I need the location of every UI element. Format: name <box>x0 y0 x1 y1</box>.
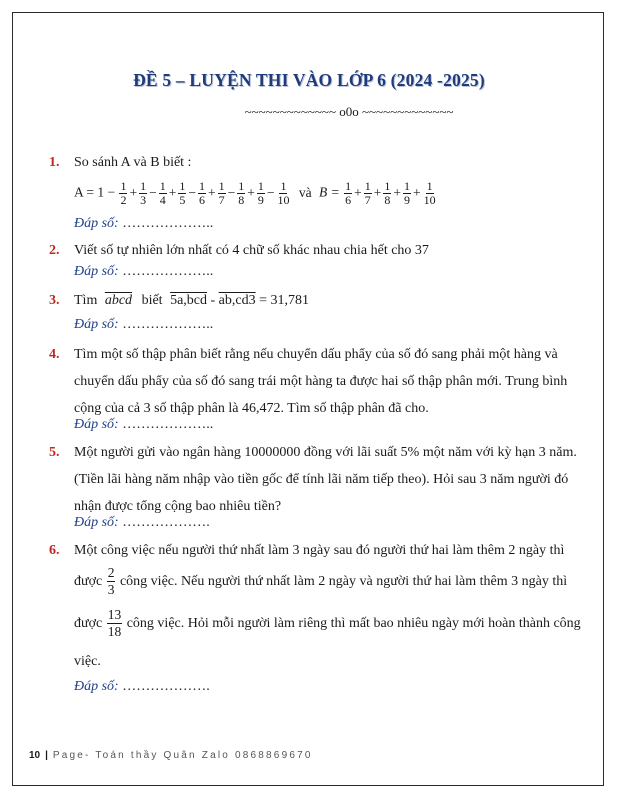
question-6-line3 <box>74 607 594 641</box>
formula-operator: + <box>168 184 177 200</box>
fraction-denominator: 4 <box>159 193 166 207</box>
fraction-denominator: 7 <box>364 193 371 207</box>
fraction-denominator: 5 <box>179 193 186 207</box>
formula-fraction <box>344 180 352 207</box>
formula-operator: + <box>373 184 382 200</box>
q3-minus: - <box>210 293 216 308</box>
formula-fraction <box>276 180 290 207</box>
formula-a-terms <box>118 179 291 207</box>
answer-line-5 <box>74 515 210 531</box>
question-4 <box>49 341 592 422</box>
question-6-line2 <box>74 565 594 599</box>
question-number: 1. <box>49 155 60 170</box>
fraction-2-3 <box>107 565 116 598</box>
formula-operator: + <box>247 184 255 200</box>
fraction-denominator: 9 <box>403 193 410 207</box>
fraction-13-18 <box>107 607 123 640</box>
q6-line3-post: công việc. Hỏi mỗi người làm riêng thì mất bao nhiêu ngày mới hoàn thành công <box>126 616 581 631</box>
question-6 <box>49 537 592 564</box>
answer-blank: ……………….. <box>122 417 214 432</box>
formula-and: và <box>298 184 312 200</box>
formula-operator: − <box>188 184 196 200</box>
question-3 <box>49 287 592 314</box>
question-5 <box>49 439 592 520</box>
fraction-numerator: 1 <box>179 179 186 193</box>
q3-expr1: 5a,bcd <box>170 293 207 308</box>
fraction-numerator: 1 <box>120 179 127 193</box>
formula-operator: + <box>207 184 216 200</box>
question-1 <box>49 149 592 176</box>
fraction-denominator: 2 <box>120 193 127 207</box>
footer-text: Page- Toán thầy Quân Zalo 0868869670 <box>52 750 313 761</box>
answer-line-6 <box>74 679 210 695</box>
fraction-numerator: 1 <box>159 179 166 193</box>
q3-expr2: ab,cd3 <box>218 293 256 308</box>
fraction-numerator: 1 <box>257 179 264 193</box>
formula-operator: − <box>149 184 157 200</box>
q6-line2-post: công việc. Nếu người thứ nhất làm 2 ngày và người thứ hai làm thêm 3 ngày thì <box>119 574 568 589</box>
answer-blank: ……………….. <box>122 317 214 332</box>
formula-operator: + <box>129 184 138 200</box>
fraction-numerator: 1 <box>345 179 352 193</box>
question-number: 6. <box>49 543 60 558</box>
formula-fraction <box>364 180 372 207</box>
question-text <box>74 287 592 314</box>
fraction-denominator: 6 <box>198 193 205 207</box>
q6-line2-pre: được <box>74 574 103 589</box>
fraction-numerator: 1 <box>364 179 371 193</box>
formula-operator: − <box>266 184 275 200</box>
fraction-numerator: 1 <box>384 179 391 193</box>
page-number: 10 <box>29 750 41 761</box>
fraction-numerator: 1 <box>198 179 205 193</box>
formula-fraction <box>139 180 147 207</box>
question-text: Viết số tự nhiên lớn nhất có 4 chữ số khác nhau chia hết cho 37 <box>74 243 429 258</box>
question-2 <box>49 237 592 264</box>
formula-fraction <box>159 180 167 207</box>
formula-fraction <box>218 180 226 207</box>
answer-label: Đáp số: <box>74 679 119 694</box>
fraction-denominator: 9 <box>257 193 264 207</box>
answer-blank: ………………. <box>122 515 210 530</box>
fraction-denominator: 3 <box>140 193 147 207</box>
question-line1: Một công việc nếu người thứ nhất làm 3 ngày sau đó người thứ hai làm thêm 2 ngày thì <box>74 543 565 558</box>
q3-text-mid: biết <box>141 293 163 308</box>
q6-line4: việc. <box>74 654 101 669</box>
fraction-denominator: 10 <box>423 193 436 207</box>
answer-line-1 <box>74 216 213 232</box>
formula-fraction <box>383 180 391 207</box>
formula-operator: + <box>412 184 421 200</box>
answer-label: Đáp số: <box>74 417 119 432</box>
fraction-denominator: 8 <box>384 193 391 207</box>
answer-blank: ………………. <box>122 679 210 694</box>
fraction-denominator: 7 <box>218 193 225 207</box>
answer-label: Đáp số: <box>74 317 119 332</box>
q3-var: abcd <box>104 293 133 308</box>
answer-line-2 <box>74 264 213 280</box>
question-number: 2. <box>49 243 60 258</box>
fraction-numerator: 1 <box>403 179 410 193</box>
fraction-numerator: 1 <box>426 179 433 193</box>
fraction-numerator: 13 <box>107 607 122 623</box>
formula-operator: + <box>393 184 401 200</box>
q6-line3-pre: được <box>74 616 103 631</box>
page-title: ĐỀ 5 – LUYỆN THI VÀO LỚP 6 (2024 -2025) <box>133 70 485 90</box>
fraction-numerator: 1 <box>280 179 287 193</box>
question-number: 3. <box>49 293 60 308</box>
question-number: 4. <box>49 347 60 362</box>
fraction-numerator: 1 <box>140 179 147 193</box>
q3-text-pre: Tìm <box>74 293 98 308</box>
formula-b-terms <box>343 179 438 207</box>
formula-fraction <box>178 180 186 207</box>
q3-result: = 31,781 <box>259 293 310 308</box>
question-text: Một người gửi vào ngân hàng 10000000 đồng với lãi suất 5% một năm với kỳ hạn 3 năm. (Tiền lãi hàng năm nhập vào tiền gốc để tính lãi năm tiếp theo). Hỏi sau 3 năm người đó nhận được tổng cộng bao nhiêu tiền? <box>74 445 577 514</box>
fraction-numerator: 2 <box>107 565 115 581</box>
fraction-denominator: 6 <box>345 193 352 207</box>
question-6-line4 <box>74 648 614 675</box>
formula-operator: − <box>227 184 236 200</box>
formula-fraction <box>423 180 437 207</box>
formula-fraction <box>403 180 411 207</box>
formula-fraction <box>119 180 127 207</box>
page-footer <box>29 750 313 761</box>
formula-a-label: A = 1 − <box>74 184 116 200</box>
answer-line-4 <box>74 417 213 433</box>
question-number: 5. <box>49 445 60 460</box>
formula-a-b <box>74 180 438 207</box>
fraction-numerator: 1 <box>238 179 245 193</box>
answer-blank: ……………….. <box>122 216 214 231</box>
fraction-numerator: 1 <box>218 179 225 193</box>
answer-line-3 <box>74 317 213 333</box>
formula-fraction <box>237 180 245 207</box>
title-separator: ~~~~~~~~~~~~~ o0o ~~~~~~~~~~~~~ <box>244 104 454 119</box>
answer-blank: ……………….. <box>122 264 214 279</box>
question-text: So sánh A và B biết : <box>74 155 192 170</box>
fraction-denominator: 3 <box>107 582 115 598</box>
formula-fraction <box>198 180 206 207</box>
question-text: Tìm một số thập phân biết rằng nếu chuyển dấu phẩy của số đó sang phải một hàng và chuyển dấu phẩy của số đó sang trái một hàng ta được hai số thập phân mới. Trung bình cộng của cả 3 số thập phân là 46,472. Tìm số thập phân đã cho. <box>74 347 568 416</box>
fraction-denominator: 8 <box>238 193 245 207</box>
fraction-denominator: 18 <box>107 624 122 640</box>
answer-label: Đáp số: <box>74 515 119 530</box>
formula-fraction <box>257 180 265 207</box>
answer-label: Đáp số: <box>74 264 119 279</box>
answer-label: Đáp số: <box>74 216 119 231</box>
formula-operator: + <box>354 184 362 200</box>
footer-separator: | <box>45 750 48 761</box>
formula-b-label: B = <box>318 184 340 200</box>
fraction-denominator: 10 <box>277 193 290 207</box>
